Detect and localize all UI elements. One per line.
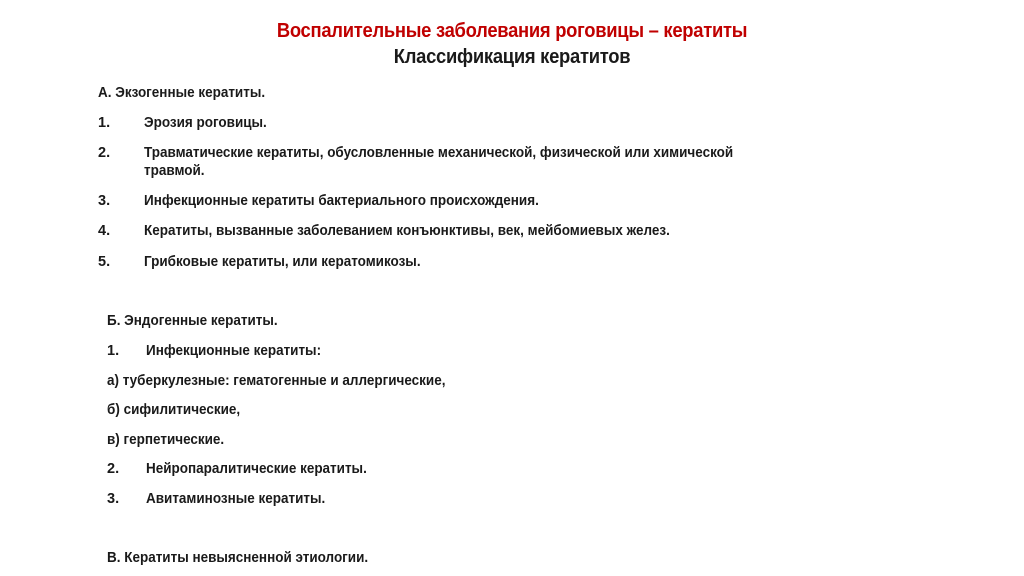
section-a-item-4-number: 4. <box>98 223 111 239</box>
section-b-sub-b: б) сифилитические, <box>107 402 241 418</box>
section-b-heading: Б. Эндогенные кератиты. <box>107 313 278 329</box>
section-a-item-5-text: Грибковые кератиты, или кератомикозы. <box>144 254 421 270</box>
section-a-item-2-text: Травматические кератиты, обусловленные механической, физической или химической <box>144 145 734 161</box>
section-a-item-1-number: 1. <box>98 115 111 131</box>
slide-subtitle: Классификация кератитов <box>393 46 631 68</box>
section-a-item-3-number: 3. <box>98 193 111 209</box>
section-a-item-3-text: Инфекционные кератиты бактериального происхождения. <box>144 193 539 209</box>
section-b-sub-a: а) туберкулезные: гематогенные и аллергические, <box>107 373 446 389</box>
section-b-sub-c: в) герпетические. <box>107 432 225 448</box>
section-b-item-3-number: 3. <box>107 491 120 507</box>
section-b-item-3-text: Авитаминозные кератиты. <box>146 491 326 507</box>
section-a-item-5-number: 5. <box>98 254 111 270</box>
section-b-item-2-text: Нейропаралитические кератиты. <box>146 461 367 477</box>
section-c-heading: В. Кератиты невыясненной этиологии. <box>107 550 369 566</box>
section-a-item-2-text-continued: травмой. <box>144 163 205 179</box>
section-a-heading: А. Экзогенные кератиты. <box>98 85 266 101</box>
section-a-item-1-text: Эрозия роговицы. <box>144 115 267 131</box>
section-a-item-4-text: Кератиты, вызванные заболеванием конъюнктивы, век, мейбомиевых желез. <box>144 223 670 239</box>
section-b-item-1-text: Инфекционные кератиты: <box>146 343 322 359</box>
section-b-item-2-number: 2. <box>107 461 120 477</box>
slide-title: Воспалительные заболевания роговицы – кератиты <box>276 20 748 42</box>
section-a-item-2-number: 2. <box>98 145 111 161</box>
section-b-item-1-number: 1. <box>107 343 120 359</box>
